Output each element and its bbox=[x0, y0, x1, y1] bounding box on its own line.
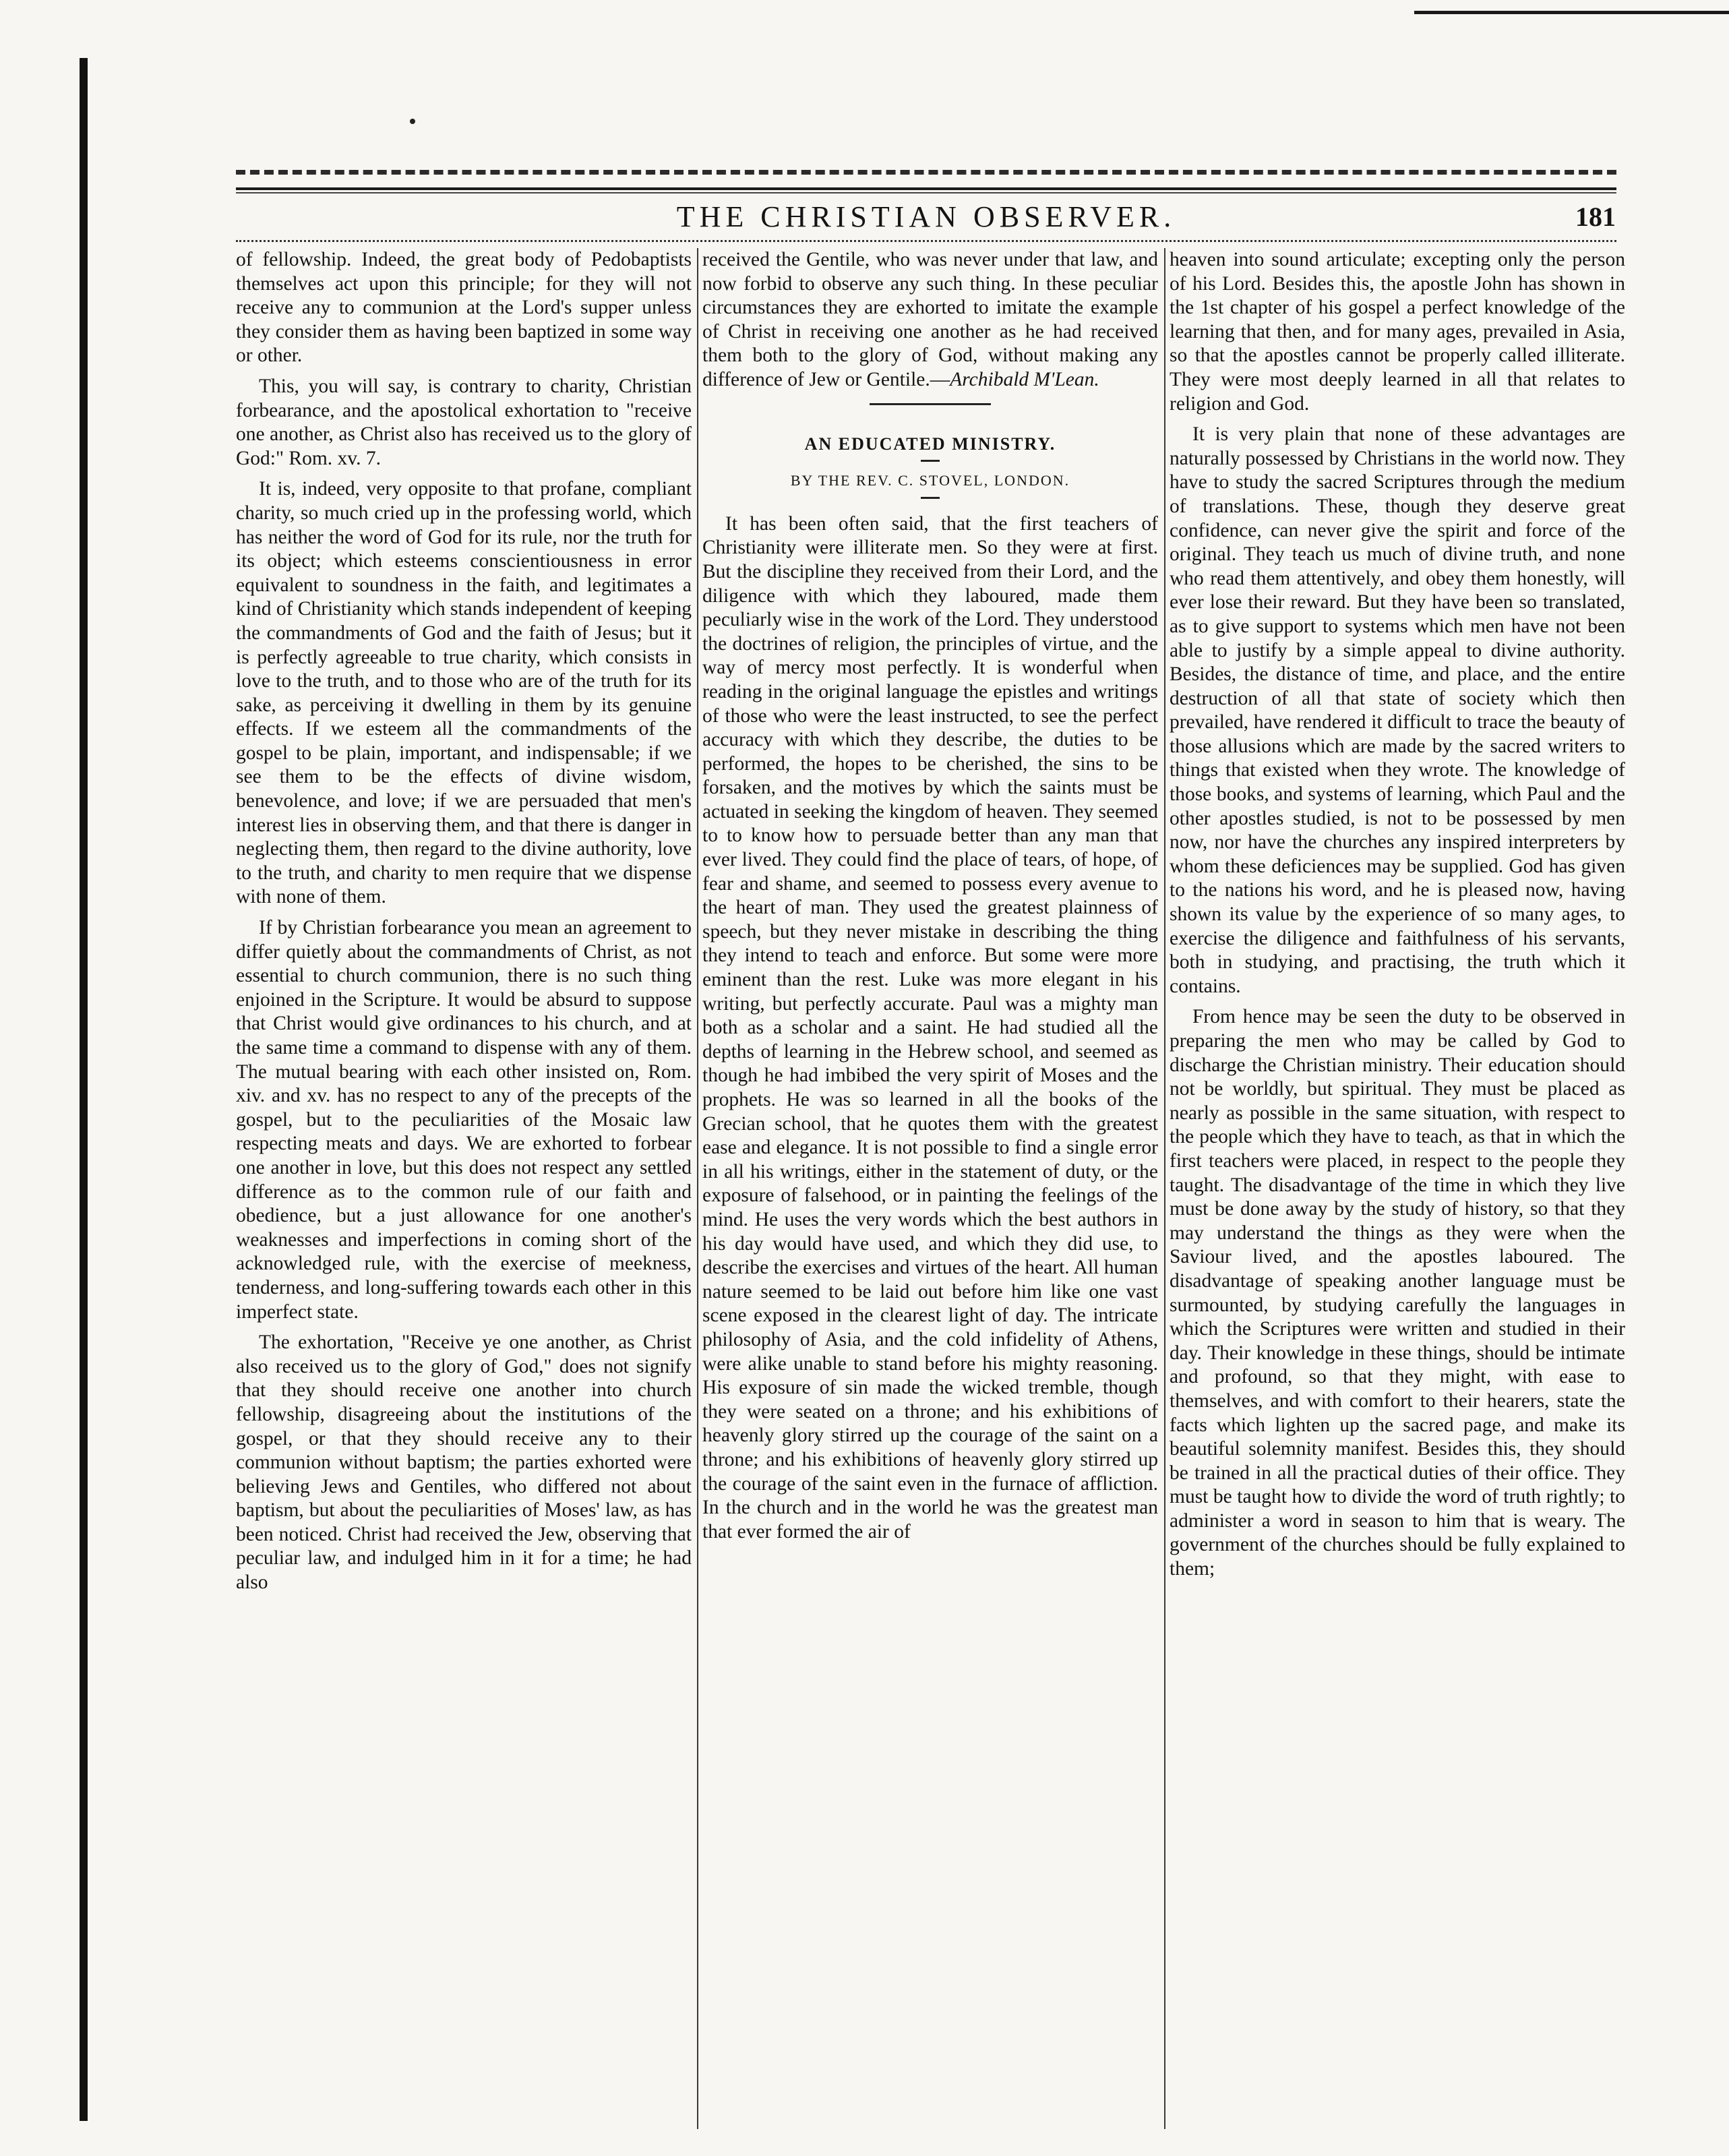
paragraph: of fellowship. Indeed, the great body of Pedobaptists themselves act upon this principle; for they will not receive any to communion at the Lord's supper unless they consider them as having been baptized in some way or other. bbox=[236, 249, 692, 367]
paragraph: It is very plain that none of these advantages are naturally possessed by Christians in the world now. They have to study the sacred Scriptures through the medium of translations. These, though they deserve great confidence, can never give the spirit and force of the original. They teach us much of divine truth, and none who read them attentively, and obey them honestly, will ever lose their reward. But they have been so translated, as to give support to systems which men have not been able to justify by a simple appeal to divine authority. Besides, the distance of time, and place, and the entire destruction of all that state of society which then prevailed, have rendered it difficult to trace the beauty of those allusions which are made by the sacred writers to things that existed when they wrote. The knowledge of those books, and systems of learning, which Paul and the other apostles studied, is not to be possessed by men now, nor have the churches any inspired interpreters by whom these deficiences may be supplied. God has given to the nations his word, and he is pleased now, having shown its value by the experience of so many ages, to exercise the diligence and faithfulness of his servants, both in studying, and practising, the truth which it contains. bbox=[1170, 423, 1625, 997]
spacer bbox=[702, 503, 1158, 512]
header-ornament-rule bbox=[236, 170, 1616, 175]
column-2 bbox=[702, 248, 1158, 2129]
header-rule-thin bbox=[236, 192, 1616, 193]
page-number: 181 bbox=[1575, 202, 1616, 232]
article-byline: BY THE REV. C. STOVEL, LONDON. bbox=[790, 472, 1070, 489]
paragraph: The exhortation, "Receive ye one another, as Christ also received us to the glory of God," does not signify that they should receive one another into church fellowship, disagreeing about the institutions of the gospel, or that they should receive any to their communion without baptism; the parties exhorted were believing Jews and Gentiles, who differed not about baptism, but about the peculiarities of Moses' law, as has been noticed. Christ had received the Jew, observing that peculiar law, and indulged him in it for a time; he had also bbox=[236, 1331, 692, 1594]
column-1 bbox=[236, 248, 692, 2129]
paragraph: It has been often said, that the first teachers of Christianity were illiterate men. So they were at first. But the discipline they received from their Lord, and the diligence with which they laboured, made them peculiarly wise in the work of the Lord. They understood the doctrines of religion, the principles of virtue, and the way of mercy most perfectly. It is wonderful when reading in the original language the epistles and writings of those who were the least instructed, to see the perfect accuracy with which they describe, the duties to be performed, the hopes to be cherished, the sins to be forsaken, and the motives by which the saints must be actuated in seeking the kingdom of heaven. They seemed to to know how to persuade better than any man that ever lived. They could find the place of tears, of hope, of fear and shame, and seemed to possess every avenue to the heart of man. They used the greatest plainness of speech, but they never mistake in describing the thing they intend to teach and enforce. But some were more eminent than the rest. Luke was more elegant in his writing, but perfectly accurate. Paul was a mighty man both as a scholar and a saint. He had studied all the depths of learning in the Hebrew school, and seemed as though he had imbibed the very spirit of Moses and the prophets. He was so learned in all the books of the Grecian school, that he quotes them with the greatest ease and elegance. It is not possible to find a single error in all his writings, either in the statement of duty, or the exposure of falsehood, or in painting the feelings of the mind. He uses the very words which the best authors in his day would have used, and which they did use, to describe the exercises and virtues of the heart. All human nature seemed to be laid out before him like one vast scene exposed in the clearest light of day. The intricate philosophy of Asia, and the cold infidelity of Athens, were alike unable to stand before his mighty reasoning. His exposure of sin made the wicked tremble, though they were seated on a throne; and his exhibitions of heavenly glory stirred up the courage of the saint on a throne; and his exhibitions of heavenly glory stirred up the courage of the saint even in the furnace of affliction. In the church and in the world he was the greatest man that ever formed the air of bbox=[702, 512, 1158, 1543]
paragraph: From hence may be seen the duty to be observed in preparing the men who may be called by God to discharge the Christian ministry. Their education should not be worldly, but spiritual. They must be placed as nearly as possible in the same situation, with respect to the people which they have to teach, as that in which the first teachers were placed, in respect to the people they taught. The disadvantage of the time in which they live must be done away by the study of history, so that they may understand the things as they were when the Saviour lived, and the apostles laboured. The disadvantage of speaking another language must be surmounted, by studying carefully the languages in which the Scriptures were written and studied in their day. Their knowledge in these things, should be intimate and profound, so that they might, with ease to themselves, and with comfort to their hearers, state the facts which lighten up the sacred page, and make its beautiful solemnity manifest. Besides this, they should be trained in all the practical duties of their office. They must be taught how to divide the word of truth rightly; to administer a word in season to him that is weary. The government of the churches should be fully explained to them; bbox=[1170, 1006, 1625, 1580]
column-divider-2 bbox=[1164, 248, 1165, 2129]
binding-edge-bar bbox=[80, 58, 88, 2121]
running-head: THE CHRISTIAN OBSERVER. bbox=[676, 200, 1176, 233]
paragraph: If by Christian forbearance you mean an agreement to differ quietly about the commandments of Christ, as not essential to church communion, there is no such thing enjoined in the Scripture. It would be absurd to suppose that Christ would give ordinances to his church, and at the same time a command to dispense with any of them. The mutual bearing with each other insisted on, Rom. xiv. and xv. has no respect to any of the precepts of the gospel, but to the peculiarities of the Mosaic law respecting meats and days. We are exhorted to forbear one another in love, but this does not respect any settled difference as to the common rule of our faith and obedience, but a just allowance for one another's weaknesses and imperfections in coming short of the acknowledged rule, with the exercise of meekness, tenderness, and long-suffering towards each other in this imperfect state. bbox=[236, 917, 692, 1323]
column-divider-1 bbox=[697, 248, 698, 2129]
byline-dash bbox=[921, 497, 940, 499]
paragraph: heaven into sound articulate; excepting only the person of his Lord. Besides this, the apostle John has shown in the 1st chapter of his gospel a perfect knowledge of the learning that then, and for many ages, prevailed in Asia, so that the apostles cannot be properly called illiterate. They were most deeply learned in all that relates to religion and God. bbox=[1170, 249, 1625, 415]
paragraph-text: received the Gentile, who was never under that law, and now forbid to observe any such thing. In these peculiar circumstances they are exhorted to imitate the example of Christ in receiving one another as he had received them both to the glory of God, without making any difference of Jew or Gentile.— bbox=[702, 249, 1158, 390]
section-divider bbox=[870, 403, 991, 405]
article-title: AN EDUCATED MINISTRY. bbox=[804, 433, 1056, 454]
author-signature: Archibald M'Lean. bbox=[950, 368, 1099, 390]
header-rule-thick bbox=[236, 187, 1616, 190]
paragraph: It is, indeed, very opposite to that profane, compliant charity, so much cried up in the professing world, which has neither the word of God for its rule, nor the truth for its object; which esteems conscientiousness in error equivalent to soundness in the faith, and legitimates a kind of Christianity which stands independent of keeping the commandments of God and the faith of Jesus; but it is perfectly agreeable to true charity, which consists in love to the truth, and to those who are of the truth for its sake, as perceiving it dwelling in them by its genuine effects. If we esteem all the commandments of the gospel to be plain, important, and indispensable; if we see them to be the effects of divine wisdom, benevolence, and love; if we are persuaded that men's interest lies in observing them, and that there is danger in neglecting them, then regard to the divine authority, love to the truth, and charity to men require that we dispense with none of them. bbox=[236, 478, 692, 908]
title-dash bbox=[921, 460, 940, 462]
paragraph: This, you will say, is contrary to charity, Christian forbearance, and the apostolical exhortation to "receive one another, as Christ also has received us to the glory of God:" Rom. xv. 7. bbox=[236, 375, 692, 469]
ink-speck bbox=[410, 119, 415, 124]
top-right-rule bbox=[1414, 11, 1729, 14]
header-underline-rule bbox=[236, 240, 1616, 242]
paragraph-with-signature bbox=[702, 248, 1158, 392]
column-3 bbox=[1170, 248, 1625, 2129]
